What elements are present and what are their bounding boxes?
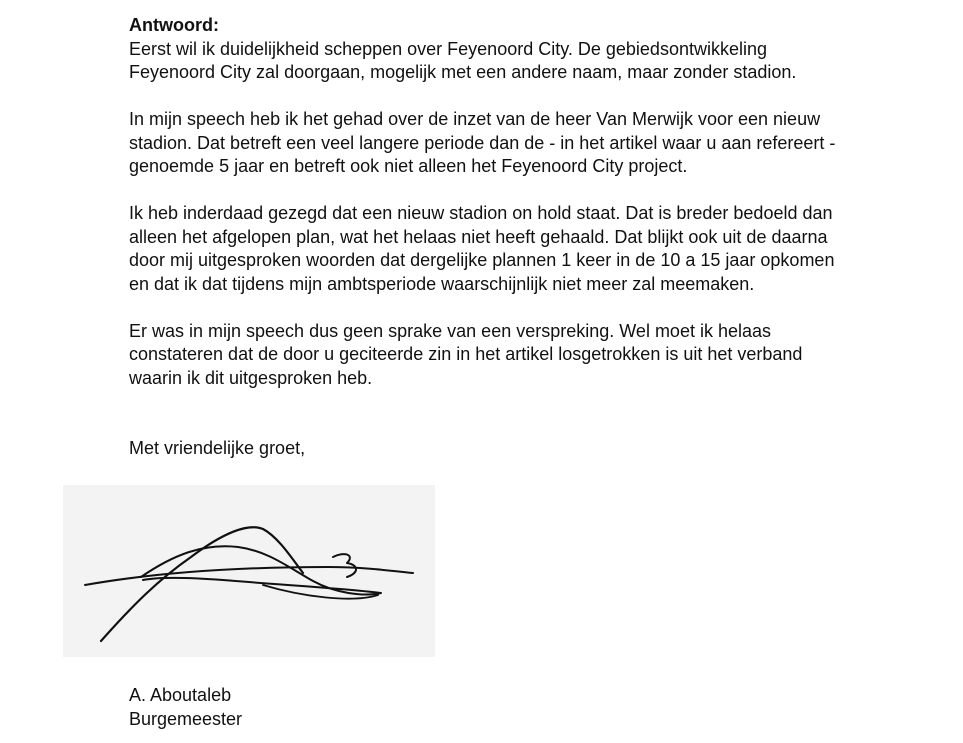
answer-heading: Antwoord: — [129, 15, 219, 35]
paragraph-4: Er was in mijn speech dus geen sprake van een verspreking. Wel moet ik helaas constateren dat de door u geciteerde zin in het artikel losgetrokken is uit het verband waarin ik dit uitgesproken heb. — [129, 320, 803, 388]
signer-title: Burgemeester — [129, 708, 243, 729]
paragraph-1: Eerst wil ik duidelijkheid scheppen over Feyenoord City. De gebiedsontwikkeling Feyenoord City zal doorgaan, mogelijk met een andere naam, maar zonder stadion. — [129, 38, 797, 82]
paragraph-3: Ik heb inderdaad gezegd dat een nieuw stadion on hold staat. Dat is breder bedoeld dan alleen het afgelopen plan, wat het helaas niet heeft gehaald. Dat blijkt ook uit de daarna door mij uitgesproken woorden dat dergelijke plannen 1 keer in de 10 a 15 jaar opkomen en dat ik dat tijdens mijn ambtsperiode waarschijnlijk niet meer zal meemaken. — [129, 203, 835, 294]
closing-greeting: Met vriendelijke groet, — [129, 438, 306, 458]
paragraph-2: In mijn speech heb ik het gehad over de inzet van de heer Van Merwijk voor een nieuw stadion. Dat betreft een veel langere periode dan de - in het artikel waar u aan refereert - genoemde 5 jaar en betreft ook niet alleen het Feyenoord City project. — [129, 109, 836, 176]
signoff-block — [129, 684, 242, 731]
signer-name: A. Aboutaleb — [129, 685, 232, 705]
letter-body — [129, 14, 929, 414]
handwritten-signature — [63, 485, 435, 657]
signature-image — [63, 485, 435, 657]
